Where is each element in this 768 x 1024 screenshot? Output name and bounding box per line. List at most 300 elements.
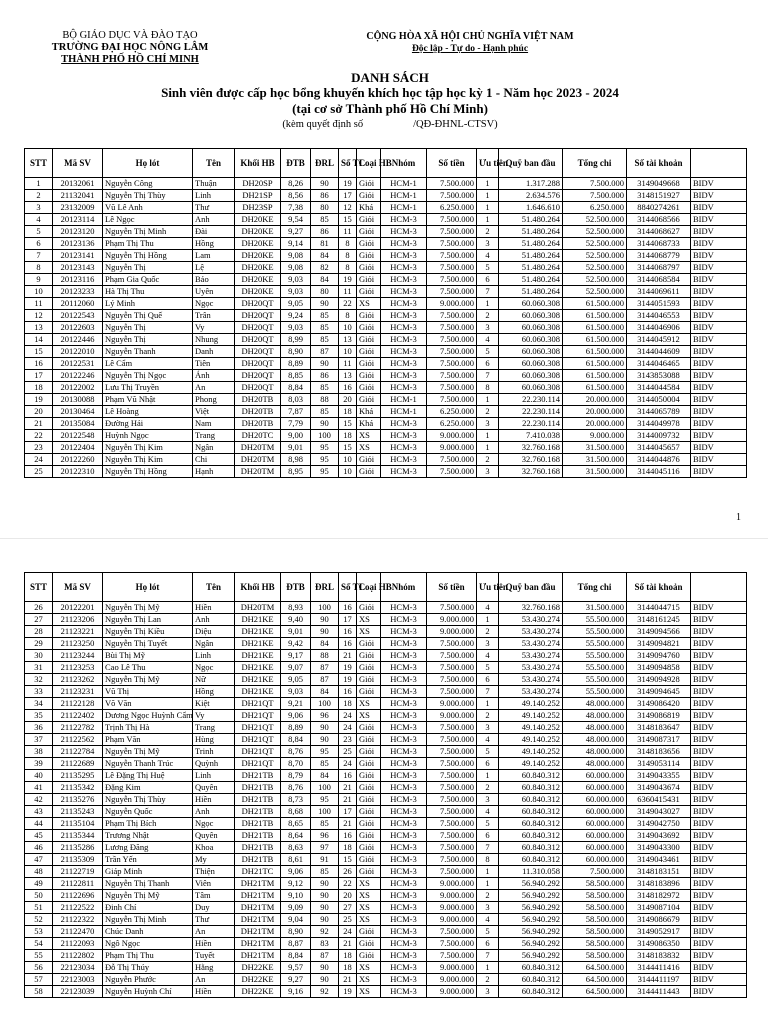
cell-given-name: Ánh bbox=[193, 370, 235, 382]
cell-conduct: 97 bbox=[311, 842, 339, 854]
cell-gpa: 8,79 bbox=[281, 770, 311, 782]
cell-group: HCM-3 bbox=[381, 430, 427, 442]
cell-student-id: 21135342 bbox=[53, 782, 103, 794]
cell-bank: BIDV bbox=[691, 334, 747, 346]
cell-class: DH20TB bbox=[235, 394, 281, 406]
cell-bank: BIDV bbox=[691, 806, 747, 818]
cell-credits: 23 bbox=[339, 734, 357, 746]
cell-surname: Nguyễn Thị Thùy bbox=[103, 794, 193, 806]
cell-conduct: 84 bbox=[311, 250, 339, 262]
cell-total-spent: 60.000.000 bbox=[563, 782, 627, 794]
cell-amount: 7.500.000 bbox=[427, 226, 477, 238]
cell-stt: 43 bbox=[25, 806, 53, 818]
table-row bbox=[25, 202, 747, 214]
cell-class: DH21TM bbox=[235, 902, 281, 914]
cell-account-number: 3144044584 bbox=[627, 382, 691, 394]
table-row bbox=[25, 310, 747, 322]
cell-award-type: Giỏi bbox=[357, 758, 381, 770]
cell-surname: Phạm Văn bbox=[103, 734, 193, 746]
cell-account-number: 3144065789 bbox=[627, 406, 691, 418]
cell-stt: 49 bbox=[25, 878, 53, 890]
cell-conduct: 84 bbox=[311, 638, 339, 650]
cell-gpa: 9,57 bbox=[281, 962, 311, 974]
cell-credits: 13 bbox=[339, 334, 357, 346]
table-row bbox=[25, 298, 747, 310]
cell-award-type: Giỏi bbox=[357, 662, 381, 674]
cell-stt: 53 bbox=[25, 926, 53, 938]
cell-stt: 35 bbox=[25, 710, 53, 722]
cell-account-number: 3144044876 bbox=[627, 454, 691, 466]
cell-bank: BIDV bbox=[691, 238, 747, 250]
cell-stt: 32 bbox=[25, 674, 53, 686]
cell-class: DH20QT bbox=[235, 322, 281, 334]
cell-given-name: Ngọc bbox=[193, 298, 235, 310]
cell-bank: BIDV bbox=[691, 442, 747, 454]
cell-credits: 15 bbox=[339, 854, 357, 866]
cell-amount: 7.500.000 bbox=[427, 310, 477, 322]
cell-initial-fund: 53.430.274 bbox=[499, 626, 563, 638]
cell-surname: Nguyễn Thị Lan bbox=[103, 614, 193, 626]
cell-conduct: 96 bbox=[311, 710, 339, 722]
cell-gpa: 8,93 bbox=[281, 602, 311, 614]
title-line-2: Sinh viên được cấp học bổng khuyến khích học tập học kỳ 1 - Năm học 2023 - 2024 bbox=[161, 85, 619, 100]
cell-gpa: 7,79 bbox=[281, 418, 311, 430]
cell-conduct: 90 bbox=[311, 914, 339, 926]
cell-student-id: 20122201 bbox=[53, 602, 103, 614]
cell-conduct: 90 bbox=[311, 358, 339, 370]
cell-stt: 2 bbox=[25, 190, 53, 202]
cell-amount: 7.500.000 bbox=[427, 602, 477, 614]
cell-class: DH20TB bbox=[235, 418, 281, 430]
cell-stt: 37 bbox=[25, 734, 53, 746]
cell-student-id: 20122246 bbox=[53, 370, 103, 382]
cell-group: HCM-3 bbox=[381, 454, 427, 466]
cell-conduct: 82 bbox=[311, 262, 339, 274]
cell-stt: 48 bbox=[25, 866, 53, 878]
cell-credits: 24 bbox=[339, 722, 357, 734]
cell-student-id: 21123244 bbox=[53, 650, 103, 662]
cell-amount: 7.500.000 bbox=[427, 650, 477, 662]
cell-bank: BIDV bbox=[691, 830, 747, 842]
cell-given-name: Vy bbox=[193, 322, 235, 334]
cell-priority: 4 bbox=[477, 650, 499, 662]
cell-total-spent: 60.000.000 bbox=[563, 794, 627, 806]
cell-bank: BIDV bbox=[691, 178, 747, 190]
col-header-amount: Số tiền bbox=[427, 149, 477, 178]
cell-surname: Lương Đăng bbox=[103, 842, 193, 854]
cell-credits: 21 bbox=[339, 974, 357, 986]
cell-student-id: 21122696 bbox=[53, 890, 103, 902]
cell-award-type: Giỏi bbox=[357, 382, 381, 394]
cell-given-name: Quỳnh bbox=[193, 758, 235, 770]
cell-group: HCM-3 bbox=[381, 794, 427, 806]
cell-student-id: 22123039 bbox=[53, 986, 103, 998]
cell-gpa: 9,21 bbox=[281, 698, 311, 710]
cell-given-name: Anh bbox=[193, 214, 235, 226]
cell-initial-fund: 53.430.274 bbox=[499, 674, 563, 686]
cell-class: DH21TM bbox=[235, 950, 281, 962]
table-row bbox=[25, 286, 747, 298]
cell-group: HCM-3 bbox=[381, 370, 427, 382]
cell-stt: 6 bbox=[25, 238, 53, 250]
cell-given-name: Đài bbox=[193, 226, 235, 238]
cell-credits: 18 bbox=[339, 950, 357, 962]
cell-conduct: 85 bbox=[311, 214, 339, 226]
cell-gpa: 8,03 bbox=[281, 394, 311, 406]
cell-credits: 21 bbox=[339, 818, 357, 830]
table-row bbox=[25, 854, 747, 866]
cell-surname: Võ Văn bbox=[103, 698, 193, 710]
cell-group: HCM-3 bbox=[381, 286, 427, 298]
cell-award-type: XS bbox=[357, 430, 381, 442]
cell-given-name: Khoa bbox=[193, 842, 235, 854]
cell-account-number: 3149043027 bbox=[627, 806, 691, 818]
cell-student-id: 21122802 bbox=[53, 950, 103, 962]
cell-class: DH21QT bbox=[235, 734, 281, 746]
cell-account-number: 3144045657 bbox=[627, 442, 691, 454]
cell-account-number: 3149094566 bbox=[627, 626, 691, 638]
cell-total-spent: 20.000.000 bbox=[563, 394, 627, 406]
cell-account-number: 3143853088 bbox=[627, 370, 691, 382]
cell-given-name: Kiệt bbox=[193, 698, 235, 710]
cell-stt: 29 bbox=[25, 638, 53, 650]
cell-gpa: 8,89 bbox=[281, 722, 311, 734]
cell-priority: 1 bbox=[477, 442, 499, 454]
cell-amount: 7.500.000 bbox=[427, 214, 477, 226]
cell-gpa: 9,01 bbox=[281, 626, 311, 638]
cell-group: HCM-3 bbox=[381, 914, 427, 926]
cell-account-number: 3149094645 bbox=[627, 686, 691, 698]
cell-group: HCM-3 bbox=[381, 226, 427, 238]
cell-account-number: 3149094858 bbox=[627, 662, 691, 674]
cell-surname: Nguyễn Thị Kim bbox=[103, 442, 193, 454]
cell-award-type: XS bbox=[357, 614, 381, 626]
cell-account-number: 3148183151 bbox=[627, 866, 691, 878]
cell-student-id: 20122260 bbox=[53, 454, 103, 466]
cell-given-name: Hiền bbox=[193, 602, 235, 614]
cell-gpa: 8,63 bbox=[281, 842, 311, 854]
cell-group: HCM-3 bbox=[381, 274, 427, 286]
col-header-amount: Số tiền bbox=[427, 573, 477, 602]
cell-initial-fund: 60.060.308 bbox=[499, 370, 563, 382]
cell-initial-fund: 22.230.114 bbox=[499, 394, 563, 406]
cell-conduct: 92 bbox=[311, 986, 339, 998]
cell-credits: 19 bbox=[339, 986, 357, 998]
table-row bbox=[25, 226, 747, 238]
cell-group: HCM-3 bbox=[381, 758, 427, 770]
table-row bbox=[25, 466, 747, 478]
cell-amount: 7.500.000 bbox=[427, 938, 477, 950]
cell-gpa: 9,27 bbox=[281, 974, 311, 986]
cell-gpa: 9,07 bbox=[281, 662, 311, 674]
cell-priority: 1 bbox=[477, 394, 499, 406]
cell-total-spent: 52.500.000 bbox=[563, 262, 627, 274]
cell-conduct: 90 bbox=[311, 974, 339, 986]
cell-initial-fund: 53.430.274 bbox=[499, 686, 563, 698]
cell-priority: 1 bbox=[477, 614, 499, 626]
cell-stt: 27 bbox=[25, 614, 53, 626]
cell-credits: 10 bbox=[339, 454, 357, 466]
cell-credits: 8 bbox=[339, 250, 357, 262]
cell-bank: BIDV bbox=[691, 914, 747, 926]
cell-total-spent: 55.500.000 bbox=[563, 626, 627, 638]
cell-student-id: 20123114 bbox=[53, 214, 103, 226]
cell-conduct: 81 bbox=[311, 238, 339, 250]
cell-initial-fund: 51.480.264 bbox=[499, 262, 563, 274]
cell-account-number: 3144411416 bbox=[627, 962, 691, 974]
cell-stt: 46 bbox=[25, 842, 53, 854]
cell-priority: 4 bbox=[477, 914, 499, 926]
cell-priority: 3 bbox=[477, 902, 499, 914]
cell-group: HCM-3 bbox=[381, 614, 427, 626]
cell-group: HCM-3 bbox=[381, 662, 427, 674]
cell-total-spent: 61.500.000 bbox=[563, 382, 627, 394]
cell-bank: BIDV bbox=[691, 698, 747, 710]
cell-given-name: Hiền bbox=[193, 794, 235, 806]
cell-initial-fund: 60.840.312 bbox=[499, 806, 563, 818]
cell-amount: 7.500.000 bbox=[427, 466, 477, 478]
cell-class: DH21KE bbox=[235, 686, 281, 698]
cell-account-number: 3144044715 bbox=[627, 602, 691, 614]
cell-conduct: 100 bbox=[311, 430, 339, 442]
cell-student-id: 20122603 bbox=[53, 322, 103, 334]
cell-surname: Trịnh Thị Hà bbox=[103, 722, 193, 734]
cell-given-name: Uyên bbox=[193, 286, 235, 298]
cell-award-type: XS bbox=[357, 878, 381, 890]
cell-surname: Nguyễn Thị Mỹ bbox=[103, 674, 193, 686]
cell-account-number: 3144068584 bbox=[627, 274, 691, 286]
cell-initial-fund: 60.060.308 bbox=[499, 334, 563, 346]
cell-priority: 3 bbox=[477, 466, 499, 478]
cell-priority: 7 bbox=[477, 842, 499, 854]
cell-student-id: 21122689 bbox=[53, 758, 103, 770]
cell-class: DH20SP bbox=[235, 178, 281, 190]
cell-total-spent: 48.000.000 bbox=[563, 698, 627, 710]
cell-student-id: 21135286 bbox=[53, 842, 103, 854]
cell-credits: 24 bbox=[339, 926, 357, 938]
cell-initial-fund: 49.140.252 bbox=[499, 758, 563, 770]
cell-priority: 6 bbox=[477, 758, 499, 770]
table-row bbox=[25, 370, 747, 382]
cell-total-spent: 60.000.000 bbox=[563, 830, 627, 842]
col-header-gpa: ĐTB bbox=[281, 573, 311, 602]
col-header-credits: Số TC bbox=[339, 573, 357, 602]
cell-gpa: 7,38 bbox=[281, 202, 311, 214]
cell-credits: 20 bbox=[339, 890, 357, 902]
cell-surname: Hà Thị Thu bbox=[103, 286, 193, 298]
cell-stt: 8 bbox=[25, 262, 53, 274]
cell-credits: 22 bbox=[339, 878, 357, 890]
cell-initial-fund: 60.060.308 bbox=[499, 382, 563, 394]
cell-given-name: Hùng bbox=[193, 734, 235, 746]
cell-initial-fund: 60.840.312 bbox=[499, 962, 563, 974]
cell-given-name: Danh bbox=[193, 346, 235, 358]
cell-total-spent: 7.500.000 bbox=[563, 178, 627, 190]
cell-conduct: 80 bbox=[311, 286, 339, 298]
cell-group: HCM-3 bbox=[381, 842, 427, 854]
cell-class: DH21KE bbox=[235, 662, 281, 674]
cell-group: HCM-3 bbox=[381, 298, 427, 310]
cell-amount: 7.500.000 bbox=[427, 926, 477, 938]
cell-initial-fund: 60.840.312 bbox=[499, 818, 563, 830]
city-name: THÀNH PHỐ HỒ CHÍ MINH bbox=[61, 54, 199, 65]
cell-stt: 51 bbox=[25, 902, 53, 914]
cell-account-number: 3144046553 bbox=[627, 310, 691, 322]
cell-stt: 31 bbox=[25, 662, 53, 674]
col-header-initial-fund: Quỹ ban đầu bbox=[499, 149, 563, 178]
cell-group: HCM-3 bbox=[381, 710, 427, 722]
cell-surname: Nguyễn Thị Tuyết bbox=[103, 638, 193, 650]
cell-conduct: 85 bbox=[311, 866, 339, 878]
scholarship-table-page-2 bbox=[24, 572, 747, 998]
cell-student-id: 20112060 bbox=[53, 298, 103, 310]
cell-surname: Đỗ Thị Thúy bbox=[103, 962, 193, 974]
table-header-row bbox=[25, 573, 747, 602]
table-row bbox=[25, 626, 747, 638]
cell-conduct: 85 bbox=[311, 758, 339, 770]
cell-award-type: XS bbox=[357, 626, 381, 638]
cell-amount: 7.500.000 bbox=[427, 286, 477, 298]
table-row bbox=[25, 262, 747, 274]
cell-stt: 55 bbox=[25, 950, 53, 962]
cell-class: DH20QT bbox=[235, 370, 281, 382]
cell-amount: 9.000.000 bbox=[427, 698, 477, 710]
cell-priority: 1 bbox=[477, 178, 499, 190]
cell-credits: 8 bbox=[339, 238, 357, 250]
cell-student-id: 21122784 bbox=[53, 746, 103, 758]
cell-bank: BIDV bbox=[691, 854, 747, 866]
cell-given-name: Linh bbox=[193, 770, 235, 782]
cell-priority: 6 bbox=[477, 358, 499, 370]
cell-conduct: 86 bbox=[311, 370, 339, 382]
cell-initial-fund: 32.760.168 bbox=[499, 602, 563, 614]
table-row bbox=[25, 662, 747, 674]
cell-surname: Nguyễn Thị Minh bbox=[103, 226, 193, 238]
cell-total-spent: 31.500.000 bbox=[563, 602, 627, 614]
cell-given-name: Trinh bbox=[193, 746, 235, 758]
cell-student-id: 21122402 bbox=[53, 710, 103, 722]
cell-award-type: XS bbox=[357, 298, 381, 310]
cell-group: HCM-1 bbox=[381, 190, 427, 202]
cell-given-name: Nữ bbox=[193, 674, 235, 686]
cell-stt: 28 bbox=[25, 626, 53, 638]
cell-initial-fund: 60.060.308 bbox=[499, 310, 563, 322]
cell-given-name: Ngọc bbox=[193, 818, 235, 830]
col-header-class: Khối HB bbox=[235, 573, 281, 602]
cell-initial-fund: 60.840.312 bbox=[499, 794, 563, 806]
cell-bank: BIDV bbox=[691, 938, 747, 950]
cell-total-spent: 31.500.000 bbox=[563, 454, 627, 466]
cell-total-spent: 52.500.000 bbox=[563, 238, 627, 250]
cell-initial-fund: 51.480.264 bbox=[499, 226, 563, 238]
cell-bank: BIDV bbox=[691, 674, 747, 686]
cell-student-id: 20122404 bbox=[53, 442, 103, 454]
cell-account-number: 3148183832 bbox=[627, 950, 691, 962]
cell-priority: 4 bbox=[477, 734, 499, 746]
cell-conduct: 95 bbox=[311, 466, 339, 478]
cell-credits: 19 bbox=[339, 662, 357, 674]
cell-bank: BIDV bbox=[691, 890, 747, 902]
page-divider bbox=[0, 538, 768, 539]
cell-class: DH20KE bbox=[235, 286, 281, 298]
cell-class: DH21QT bbox=[235, 698, 281, 710]
cell-group: HCM-1 bbox=[381, 202, 427, 214]
cell-award-type: XS bbox=[357, 974, 381, 986]
cell-priority: 1 bbox=[477, 214, 499, 226]
table-row bbox=[25, 698, 747, 710]
table-row bbox=[25, 950, 747, 962]
cell-priority: 1 bbox=[477, 298, 499, 310]
col-header-group: Nhóm bbox=[381, 149, 427, 178]
cell-account-number: 3144068779 bbox=[627, 250, 691, 262]
cell-bank: BIDV bbox=[691, 286, 747, 298]
table-row bbox=[25, 710, 747, 722]
cell-given-name: Hồng bbox=[193, 686, 235, 698]
cell-gpa: 9,14 bbox=[281, 238, 311, 250]
cell-account-number: 3144068797 bbox=[627, 262, 691, 274]
cell-bank: BIDV bbox=[691, 878, 747, 890]
cell-class: DH22KE bbox=[235, 986, 281, 998]
col-header-class: Khối HB bbox=[235, 149, 281, 178]
cell-class: DH21TB bbox=[235, 794, 281, 806]
cell-gpa: 8,65 bbox=[281, 818, 311, 830]
cell-priority: 3 bbox=[477, 638, 499, 650]
cell-total-spent: 48.000.000 bbox=[563, 722, 627, 734]
cell-credits: 13 bbox=[339, 370, 357, 382]
cell-student-id: 21123221 bbox=[53, 626, 103, 638]
cell-given-name: Bảo bbox=[193, 274, 235, 286]
cell-total-spent: 58.500.000 bbox=[563, 926, 627, 938]
cell-student-id: 20122002 bbox=[53, 382, 103, 394]
table-row bbox=[25, 602, 747, 614]
cell-surname: Trần Yến bbox=[103, 854, 193, 866]
cell-credits: 15 bbox=[339, 418, 357, 430]
table-row bbox=[25, 926, 747, 938]
cell-class: DH21TB bbox=[235, 818, 281, 830]
cell-group: HCM-3 bbox=[381, 782, 427, 794]
cell-given-name: Trân bbox=[193, 310, 235, 322]
cell-priority: 5 bbox=[477, 746, 499, 758]
cell-student-id: 20122548 bbox=[53, 430, 103, 442]
cell-given-name: Ngân bbox=[193, 638, 235, 650]
table-row bbox=[25, 274, 747, 286]
cell-given-name: An bbox=[193, 974, 235, 986]
cell-amount: 7.500.000 bbox=[427, 370, 477, 382]
institution-header bbox=[35, 30, 225, 66]
cell-bank: BIDV bbox=[691, 926, 747, 938]
cell-group: HCM-3 bbox=[381, 878, 427, 890]
cell-surname: Phạm Vũ Nhật bbox=[103, 394, 193, 406]
cell-bank: BIDV bbox=[691, 662, 747, 674]
cell-conduct: 85 bbox=[311, 322, 339, 334]
cell-conduct: 95 bbox=[311, 794, 339, 806]
cell-credits: 11 bbox=[339, 358, 357, 370]
document-title bbox=[120, 70, 660, 133]
col-header-credits: Số TC bbox=[339, 149, 357, 178]
cell-initial-fund: 22.230.114 bbox=[499, 418, 563, 430]
cell-group: HCM-3 bbox=[381, 686, 427, 698]
cell-stt: 7 bbox=[25, 250, 53, 262]
cell-account-number: 3149042750 bbox=[627, 818, 691, 830]
cell-class: DH20QT bbox=[235, 346, 281, 358]
cell-conduct: 90 bbox=[311, 626, 339, 638]
cell-award-type: Giỏi bbox=[357, 782, 381, 794]
cell-student-id: 20123233 bbox=[53, 286, 103, 298]
cell-group: HCM-3 bbox=[381, 974, 427, 986]
cell-surname: Đinh Chí bbox=[103, 902, 193, 914]
cell-gpa: 8,90 bbox=[281, 346, 311, 358]
cell-surname: Nguyễn Thị bbox=[103, 334, 193, 346]
